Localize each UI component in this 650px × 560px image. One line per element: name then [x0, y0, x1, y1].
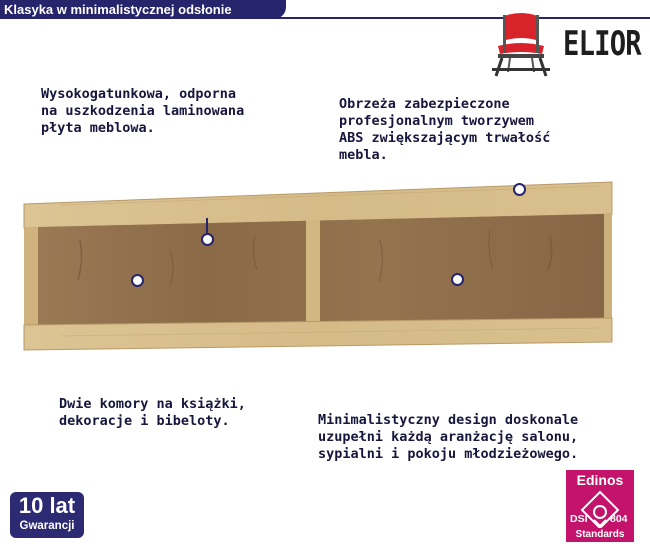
warranty-label: Gwarancji [19, 520, 75, 532]
callout-dot-edges [513, 183, 526, 196]
certificate-label: Standards [575, 529, 625, 540]
certificate-brand: Edinos [576, 472, 624, 488]
warranty-badge [10, 492, 84, 538]
callout-board: Wysokogatunkowa, odporna na uszkodzenia laminowana płyta meblowa. [41, 86, 245, 136]
certificate-left-text: DSI [570, 513, 588, 525]
callout-dot-design [451, 273, 464, 286]
warranty-years: 10 lat [18, 493, 76, 518]
leader-line-board [206, 218, 208, 234]
certificate-code: 804 [610, 513, 628, 525]
callout-edges: Obrzeża zabezpieczone profesjonalnym tworzywem ABS zwiększającym trwałość mebla. [339, 96, 551, 163]
callout-compartments: Dwie komory na książki, dekoracje i bibeloty. [59, 396, 246, 429]
certificate-badge [566, 470, 634, 542]
callout-design: Minimalistyczny design doskonale uzupełni każdą aranżację salonu, sypialni i pokoju młodzieżowego. [318, 412, 579, 462]
page-title: Klasyka w minimalistycznej odsłonie [4, 2, 232, 17]
logo-text: ELIOR [563, 24, 641, 64]
callout-dot-compartments [131, 274, 144, 287]
callout-dot-board [201, 233, 214, 246]
